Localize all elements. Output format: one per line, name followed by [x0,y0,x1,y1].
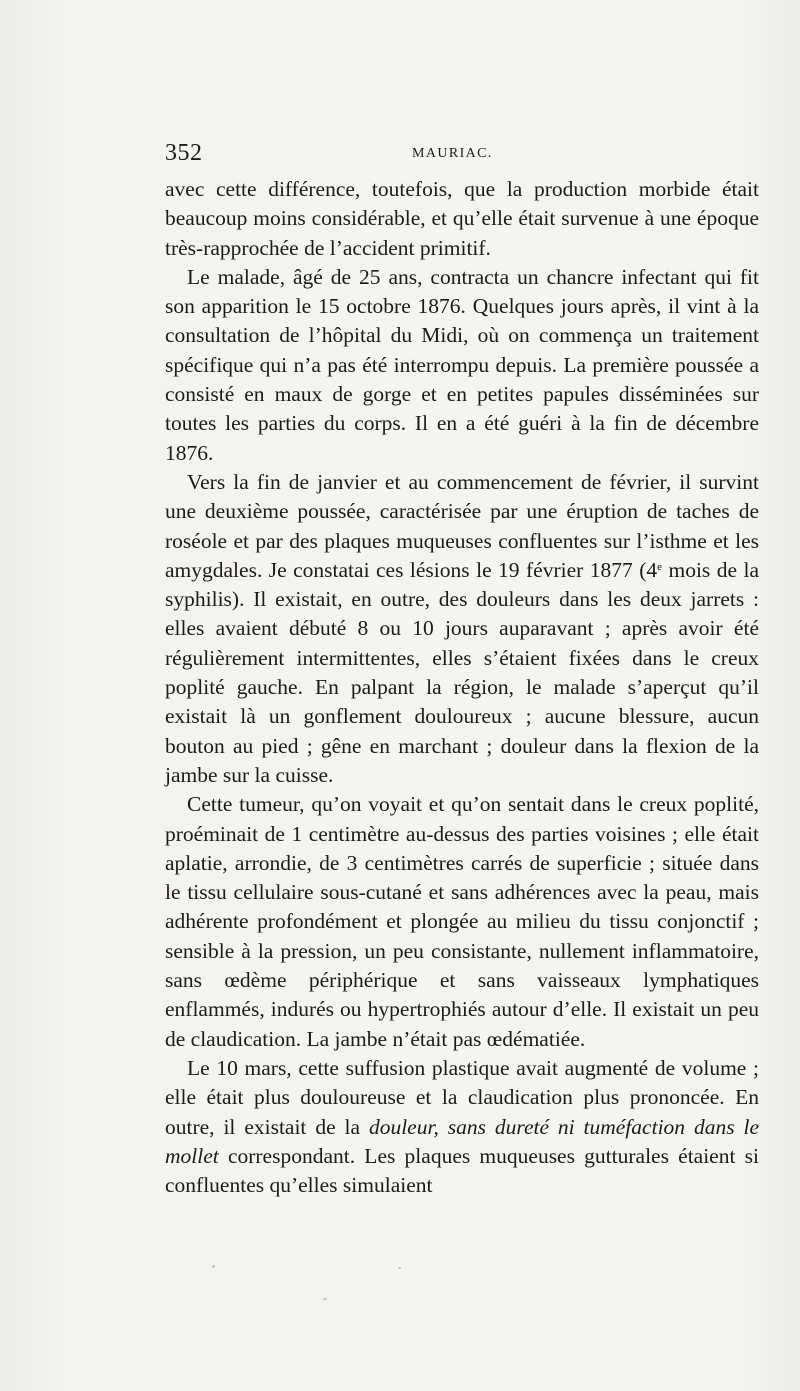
running-title: MAURIAC. [412,146,493,161]
paper-speck [323,1298,327,1300]
paragraph-1-text: avec cette différence, toutefois, que la production morbide était beaucoup moins considérable, et qu’elle était survenue à une époque très-rapprochée de l’accident primitif. [165,177,759,260]
paragraph-3 [165,468,759,790]
paragraph-5-text-after: correspondant. Les plaques muqueuses gutturales étaient si confluentes qu’elles simulaient [165,1143,759,1198]
paragraph-2-text: Le malade, âgé de 25 ans, contracta un chancre infectant qui fit son apparition le 15 octobre 1876. Quelques jours après, il vint à la consultation de l’hôpital du Midi, où on commença un traitement spécifique qui n’a pas été interrompu depuis. La première poussée a consisté en maux de gorge et en petites papules disséminées sur toutes les parties du corps. Il en a été guéri à la fin de décembre 1876. [165,264,759,465]
paragraph-3-text-after: mois de la syphilis). Il existait, en outre, des douleurs dans les deux jarrets : elles avaient débuté 8 ou 10 jours auparavant ; après avoir été régulièrement intermittentes, elles s’étaient fixées dans le creux poplité gauche. En palpant la région, le malade s’aperçut qu’il existait là un gonflement douloureux ; aucune blessure, aucun bouton au pied ; gêne en marchant ; douleur dans la flexion de la jambe sur la cuisse. [165,557,760,787]
italic-phrase: douleur, sans dureté ni tuméfaction dans le mollet [165,1114,759,1168]
paragraph-4 [165,790,759,1054]
paragraph-2 [165,263,759,468]
paragraph-3-text-before: Vers la fin de janvier et au commencement de février, il survint une deuxième poussée, caractérisée par une éruption de taches de roséole et par des plaques muqueuses confluentes sur l’isthme et les amygdales. Je constatai ces lésions le 19 février 1877 (4 [165,469,759,582]
page-number: 352 [165,140,203,166]
running-head [165,139,759,171]
paper-speck [212,1265,215,1268]
paragraph-5 [165,1054,759,1200]
paper-speck [398,1267,401,1269]
paragraph-1 [165,175,759,263]
paragraph-4-text: Cette tumeur, qu’on voyait et qu’on sentait dans le creux poplité, proéminait de 1 centimètre au-dessus des parties voisines ; elle était aplatie, arrondie, de 3 centimètres carrés de superficie ; située dans le tissu cellulaire sous-cutané et sans adhérences avec la peau, mais adhérente profondément et plongée au milieu du tissu conjonctif ; sensible à la pression, un peu consistante, nullement inflammatoire, sans œdème périphérique et sans vaisseaux lymphatiques enflammés, indurés ou hypertrophiés autour d’elle. Il existait un peu de claudication. La jambe n’était pas œdématiée. [165,792,759,1051]
ordinal-superscript: e [657,560,663,573]
paragraph-5-text-before: Le 10 mars, cette suffusion plastique avait augmenté de volume ; elle était plus douloureuse et la claudication plus prononcée. En outre, il existait de la [165,1055,759,1139]
body-text [165,175,759,1200]
